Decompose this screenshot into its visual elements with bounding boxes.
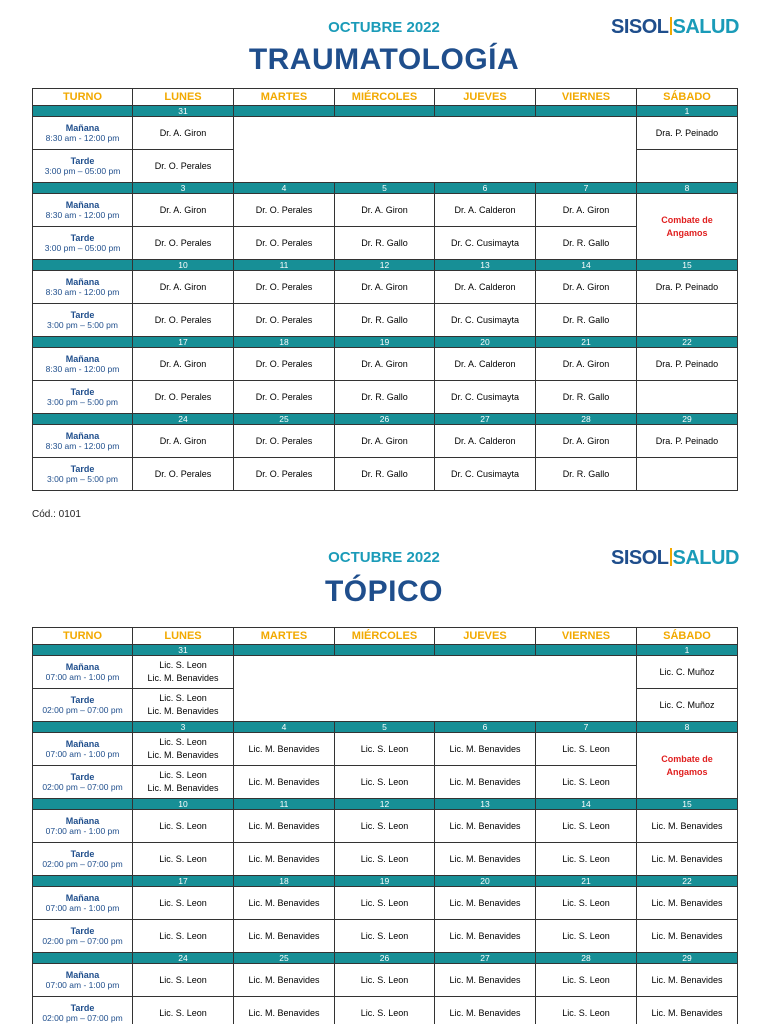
shift-cell: Tarde 3:00 pm – 5:00 pm [33, 304, 133, 337]
doctor-cell: Dr. O. Perales [133, 304, 234, 337]
staff-cell: Lic. S. Leon Lic. M. Benavides [133, 766, 234, 799]
doctor-cell: Dr. A. Giron [133, 271, 234, 304]
date-cell: 6 [435, 722, 536, 733]
traumatologia-schedule-table [32, 88, 738, 491]
document-code: Cód.: 0101 [32, 509, 81, 520]
page-title: TÓPICO [324, 575, 443, 608]
shift-cell: Mañana 8:30 am - 12:00 pm [33, 425, 133, 458]
date-cell: 10 [133, 260, 234, 271]
staff-cell: Lic. S. Leon [536, 964, 637, 997]
date-row [33, 183, 738, 194]
date-cell: 19 [335, 337, 435, 348]
holiday-cell: Combate de Angamos [637, 733, 738, 799]
doctor-cell: Dr. A. Giron [536, 348, 637, 381]
date-cell: 10 [133, 799, 234, 810]
holiday-cell: Combate de Angamos [637, 194, 738, 260]
date-cell: 28 [536, 953, 637, 964]
date-cell: 1 [637, 645, 738, 656]
staff-cell: Lic. M. Benavides [435, 920, 536, 953]
doctor-cell: Dra. P. Peinado [637, 271, 738, 304]
header-turno: TURNO [33, 89, 133, 106]
staff-cell: Lic. S. Leon [335, 843, 435, 876]
date-cell: 21 [536, 876, 637, 887]
doctor-cell: Dr. A. Calderon [435, 425, 536, 458]
date-cell: 17 [133, 876, 234, 887]
shift-cell: Tarde 02:00 pm – 07:00 pm [33, 766, 133, 799]
date-cell: 18 [234, 337, 335, 348]
month-label: OCTUBRE 2022 [328, 549, 440, 566]
header-miercoles: MIÉRCOLES [335, 89, 435, 106]
doctor-cell: Dr. C. Cusimayta [435, 304, 536, 337]
doctor-cell: Dr. R. Gallo [335, 227, 435, 260]
shift-cell: Mañana 8:30 am - 12:00 pm [33, 271, 133, 304]
table-row [33, 964, 738, 997]
shift-cell: Mañana 07:00 am - 1:00 pm [33, 887, 133, 920]
date-row [33, 799, 738, 810]
staff-cell: Lic. C. Muñoz [637, 689, 738, 722]
doctor-cell: Dr. A. Giron [133, 348, 234, 381]
doctor-cell: Dra. P. Peinado [637, 348, 738, 381]
header-lunes: LUNES [133, 89, 234, 106]
staff-cell: Lic. S. Leon [335, 920, 435, 953]
date-cell: 26 [335, 414, 435, 425]
date-cell [234, 645, 335, 656]
shift-cell: Mañana 8:30 am - 12:00 pm [33, 194, 133, 227]
doctor-cell: Dr. A. Giron [335, 271, 435, 304]
date-cell [536, 106, 637, 117]
date-row [33, 414, 738, 425]
table-row [33, 733, 738, 766]
date-cell: 29 [637, 414, 738, 425]
staff-cell: Lic. S. Leon [133, 887, 234, 920]
doctor-cell: Dr. R. Gallo [335, 304, 435, 337]
date-cell [335, 645, 435, 656]
doctor-cell: Dr. R. Gallo [536, 227, 637, 260]
date-cell: 18 [234, 876, 335, 887]
staff-cell: Lic. M. Benavides [234, 843, 335, 876]
date-row [33, 876, 738, 887]
date-cell: 22 [637, 876, 738, 887]
staff-cell: Lic. S. Leon Lic. M. Benavides [133, 689, 234, 722]
date-cell: 25 [234, 953, 335, 964]
date-row [33, 106, 738, 117]
table-row [33, 766, 738, 799]
date-cell: 3 [133, 183, 234, 194]
table-header-row [33, 628, 738, 645]
staff-cell: Lic. C. Muñoz [637, 656, 738, 689]
header-sabado: SÁBADO [637, 89, 738, 106]
doctor-cell: Dr. O. Perales [234, 425, 335, 458]
date-cell: 17 [133, 337, 234, 348]
shift-cell: Mañana 07:00 am - 1:00 pm [33, 964, 133, 997]
date-cell: 24 [133, 953, 234, 964]
date-cell: 11 [234, 799, 335, 810]
logo-salud-text: SALUD [672, 547, 739, 569]
staff-cell: Lic. S. Leon [536, 843, 637, 876]
doctor-cell: Dr. C. Cusimayta [435, 458, 536, 491]
table-row [33, 381, 738, 414]
doctor-cell: Dr. R. Gallo [536, 458, 637, 491]
date-row [33, 337, 738, 348]
date-cell: 12 [335, 799, 435, 810]
staff-cell: Lic. M. Benavides [435, 997, 536, 1024]
date-cell: 27 [435, 953, 536, 964]
staff-cell: Lic. S. Leon [133, 843, 234, 876]
doctor-cell: Dr. A. Calderon [435, 194, 536, 227]
logo-divider [670, 548, 672, 566]
date-cell: 7 [536, 722, 637, 733]
date-cell [234, 106, 335, 117]
doctor-cell: Dr. O. Perales [133, 150, 234, 183]
doctor-cell: Dr. R. Gallo [335, 458, 435, 491]
date-cell: 20 [435, 876, 536, 887]
date-cell: 27 [435, 414, 536, 425]
staff-cell: Lic. M. Benavides [435, 766, 536, 799]
shift-cell: Tarde 3:00 pm – 05:00 pm [33, 150, 133, 183]
date-cell: 29 [637, 953, 738, 964]
staff-cell: Lic. M. Benavides [435, 964, 536, 997]
staff-cell: Lic. M. Benavides [637, 920, 738, 953]
date-cell: 20 [435, 337, 536, 348]
staff-cell: Lic. S. Leon [536, 733, 637, 766]
date-cell: 5 [335, 722, 435, 733]
staff-cell: Lic. S. Leon [536, 920, 637, 953]
staff-cell: Lic. S. Leon [335, 997, 435, 1024]
doctor-cell: Dr. R. Gallo [536, 304, 637, 337]
table-row [33, 194, 738, 227]
doctor-cell: Dr. A. Giron [536, 271, 637, 304]
date-row [33, 722, 738, 733]
staff-cell: Lic. M. Benavides [637, 964, 738, 997]
header-turno: TURNO [33, 628, 133, 645]
logo-sisol-text: SISOL [611, 16, 669, 38]
staff-cell: Lic. S. Leon [335, 766, 435, 799]
staff-cell: Lic. S. Leon [536, 997, 637, 1024]
date-cell: 14 [536, 799, 637, 810]
table-row [33, 425, 738, 458]
staff-cell: Lic. M. Benavides [234, 997, 335, 1024]
date-cell: 13 [435, 260, 536, 271]
date-row [33, 953, 738, 964]
empty-cell [234, 656, 637, 722]
doctor-cell: Dr. O. Perales [234, 304, 335, 337]
doctor-cell [637, 381, 738, 414]
staff-cell: Lic. M. Benavides [637, 810, 738, 843]
shift-cell: Tarde 3:00 pm – 05:00 pm [33, 227, 133, 260]
page-title: TRAUMATOLOGÍA [248, 43, 520, 76]
date-cell: 21 [536, 337, 637, 348]
doctor-cell: Dr. A. Giron [335, 348, 435, 381]
shift-cell: Mañana 07:00 am - 1:00 pm [33, 733, 133, 766]
date-cell [536, 645, 637, 656]
table-row [33, 227, 738, 260]
date-cell: 24 [133, 414, 234, 425]
staff-cell: Lic. S. Leon Lic. M. Benavides [133, 733, 234, 766]
date-cell [335, 106, 435, 117]
table-row [33, 997, 738, 1024]
table-row [33, 887, 738, 920]
date-cell: 15 [637, 260, 738, 271]
doctor-cell: Dra. P. Peinado [637, 425, 738, 458]
doctor-cell: Dr. A. Giron [133, 194, 234, 227]
staff-cell: Lic. M. Benavides [435, 843, 536, 876]
staff-cell: Lic. S. Leon [536, 810, 637, 843]
doctor-cell: Dr. R. Gallo [536, 381, 637, 414]
staff-cell: Lic. S. Leon [536, 766, 637, 799]
staff-cell: Lic. M. Benavides [234, 964, 335, 997]
date-cell: 28 [536, 414, 637, 425]
date-cell: 31 [133, 106, 234, 117]
doctor-cell: Dr. A. Giron [536, 425, 637, 458]
header-viernes: VIERNES [536, 628, 637, 645]
doctor-cell: Dr. C. Cusimayta [435, 381, 536, 414]
date-cell: 14 [536, 260, 637, 271]
staff-cell: Lic. S. Leon [335, 733, 435, 766]
table-row [33, 117, 738, 150]
staff-cell: Lic. M. Benavides [234, 810, 335, 843]
staff-cell: Lic. M. Benavides [637, 997, 738, 1024]
doctor-cell [637, 304, 738, 337]
doctor-cell: Dr. O. Perales [234, 458, 335, 491]
date-cell: 6 [435, 183, 536, 194]
date-cell: 15 [637, 799, 738, 810]
doctor-cell: Dra. P. Peinado [637, 117, 738, 150]
doctor-cell: Dr. A. Giron [133, 117, 234, 150]
date-cell: 4 [234, 722, 335, 733]
header-miercoles: MIÉRCOLES [335, 628, 435, 645]
doctor-cell: Dr. C. Cusimayta [435, 227, 536, 260]
logo-salud-text: SALUD [672, 16, 739, 38]
doctor-cell: Dr. O. Perales [234, 348, 335, 381]
doctor-cell: Dr. O. Perales [234, 227, 335, 260]
table-row [33, 304, 738, 337]
doctor-cell: Dr. O. Perales [234, 194, 335, 227]
shift-cell: Mañana 8:30 am - 12:00 pm [33, 117, 133, 150]
staff-cell: Lic. S. Leon [133, 810, 234, 843]
shift-cell: Tarde 02:00 pm – 07:00 pm [33, 689, 133, 722]
staff-cell: Lic. M. Benavides [435, 887, 536, 920]
date-cell: 8 [637, 722, 738, 733]
logo-divider [670, 17, 672, 35]
date-cell: 31 [133, 645, 234, 656]
doctor-cell: Dr. O. Perales [133, 381, 234, 414]
header-martes: MARTES [234, 628, 335, 645]
header-sabado: SÁBADO [637, 628, 738, 645]
month-label: OCTUBRE 2022 [328, 19, 440, 36]
table-row [33, 458, 738, 491]
date-row [33, 645, 738, 656]
table-row [33, 920, 738, 953]
table-row [33, 810, 738, 843]
header-jueves: JUEVES [435, 89, 536, 106]
header-viernes: VIERNES [536, 89, 637, 106]
date-cell: 13 [435, 799, 536, 810]
date-cell: 4 [234, 183, 335, 194]
table-row [33, 271, 738, 304]
doctor-cell: Dr. A. Giron [335, 194, 435, 227]
staff-cell: Lic. M. Benavides [234, 920, 335, 953]
doctor-cell: Dr. A. Giron [335, 425, 435, 458]
doctor-cell: Dr. O. Perales [234, 271, 335, 304]
staff-cell: Lic. M. Benavides [234, 766, 335, 799]
sisol-salud-logo [611, 16, 739, 39]
doctor-cell: Dr. O. Perales [234, 381, 335, 414]
shift-cell: Mañana 07:00 am - 1:00 pm [33, 656, 133, 689]
shift-cell: Tarde 02:00 pm – 07:00 pm [33, 843, 133, 876]
date-cell: 11 [234, 260, 335, 271]
doctor-cell: Dr. A. Giron [133, 425, 234, 458]
header-lunes: LUNES [133, 628, 234, 645]
staff-cell: Lic. S. Leon Lic. M. Benavides [133, 656, 234, 689]
table-row [33, 843, 738, 876]
date-cell: 1 [637, 106, 738, 117]
table-row [33, 656, 738, 689]
date-cell: 12 [335, 260, 435, 271]
date-cell: 8 [637, 183, 738, 194]
date-cell: 26 [335, 953, 435, 964]
staff-cell: Lic. S. Leon [133, 997, 234, 1024]
staff-cell: Lic. S. Leon [133, 964, 234, 997]
doctor-cell: Dr. A. Calderon [435, 348, 536, 381]
header-jueves: JUEVES [435, 628, 536, 645]
staff-cell: Lic. M. Benavides [435, 810, 536, 843]
shift-cell: Tarde 3:00 pm – 5:00 pm [33, 458, 133, 491]
topico-schedule-table [32, 627, 738, 1024]
doctor-cell: Dr. O. Perales [133, 458, 234, 491]
header-martes: MARTES [234, 89, 335, 106]
staff-cell: Lic. S. Leon [335, 810, 435, 843]
staff-cell: Lic. S. Leon [133, 920, 234, 953]
staff-cell: Lic. M. Benavides [234, 733, 335, 766]
staff-cell: Lic. M. Benavides [234, 887, 335, 920]
date-cell: 25 [234, 414, 335, 425]
date-row [33, 260, 738, 271]
doctor-cell [637, 150, 738, 183]
date-cell: 3 [133, 722, 234, 733]
date-cell [435, 645, 536, 656]
shift-cell: Tarde 02:00 pm – 07:00 pm [33, 997, 133, 1024]
shift-cell: Tarde 3:00 pm – 5:00 pm [33, 381, 133, 414]
sisol-salud-logo [611, 547, 739, 570]
staff-cell: Lic. M. Benavides [637, 887, 738, 920]
shift-cell: Tarde 02:00 pm – 07:00 pm [33, 920, 133, 953]
doctor-cell: Dr. A. Giron [536, 194, 637, 227]
doctor-cell [637, 458, 738, 491]
empty-cell [234, 117, 637, 183]
doctor-cell: Dr. O. Perales [133, 227, 234, 260]
doctor-cell: Dr. R. Gallo [335, 381, 435, 414]
doctor-cell: Dr. A. Calderon [435, 271, 536, 304]
date-cell: 19 [335, 876, 435, 887]
logo-sisol-text: SISOL [611, 547, 669, 569]
date-cell: 22 [637, 337, 738, 348]
date-cell [435, 106, 536, 117]
staff-cell: Lic. S. Leon [335, 964, 435, 997]
table-row [33, 348, 738, 381]
staff-cell: Lic. S. Leon [335, 887, 435, 920]
table-header-row [33, 89, 738, 106]
shift-cell: Mañana 8:30 am - 12:00 pm [33, 348, 133, 381]
staff-cell: Lic. M. Benavides [435, 733, 536, 766]
staff-cell: Lic. M. Benavides [637, 843, 738, 876]
staff-cell: Lic. S. Leon [536, 887, 637, 920]
shift-cell: Mañana 07:00 am - 1:00 pm [33, 810, 133, 843]
date-cell: 5 [335, 183, 435, 194]
date-cell: 7 [536, 183, 637, 194]
